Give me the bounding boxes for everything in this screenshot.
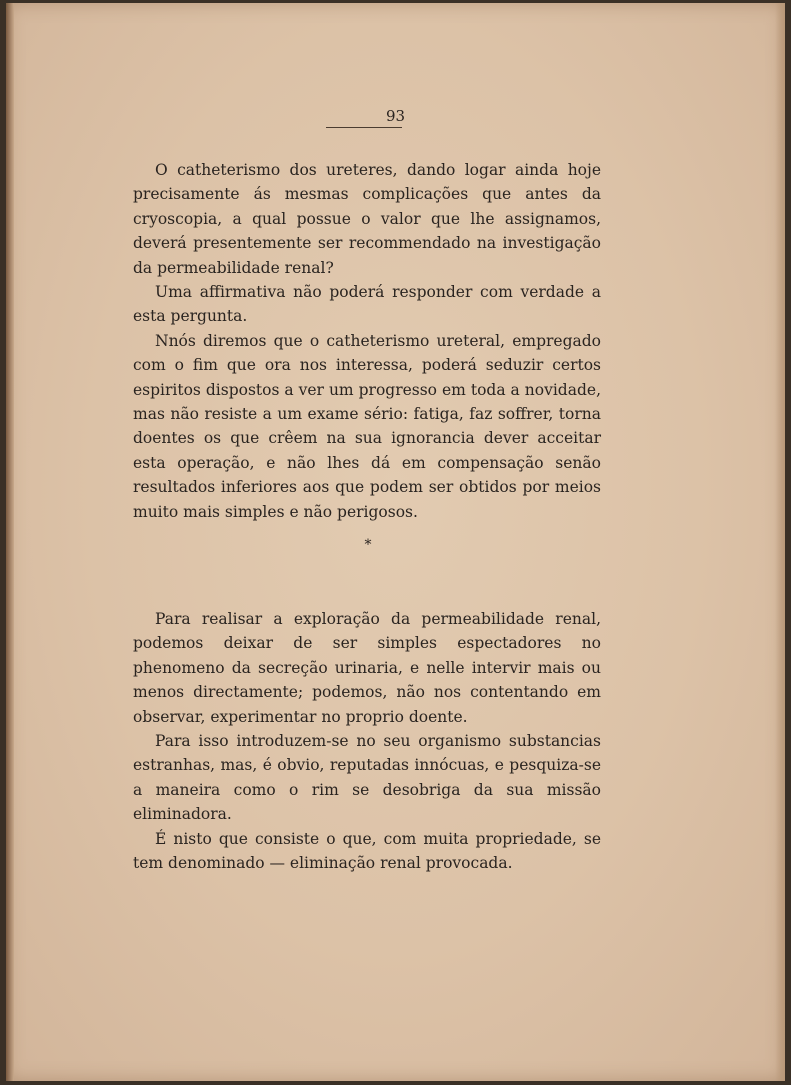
paragraph: É nisto que consiste o que, com muita propriedade, se tem denominado — eliminação renal provocada. [133, 829, 601, 873]
paragraph: Para isso introduzem-se no seu organismo substancias estranhas, mas, é obvio, reputadas innócuas, e pesquiza-se a maneira como o rim se desobriga da sua missão eliminadora. [133, 732, 601, 824]
book-page [6, 3, 785, 1081]
page-number: 93 [385, 107, 406, 125]
page-number-rule [326, 127, 402, 128]
paragraph: Uma affirmativa não poderá responder com verdade a esta pergunta. [133, 283, 601, 326]
paragraph: O catheterismo dos ureteres, dando logar ainda hoje precisamente ás mesmas complicações que antes da cryoscopia, a qual possue o valor que lhe assignamos, deverá presentemente ser recommendado na investigação da permeabilidade renal? [133, 161, 601, 277]
section-separator: * [364, 537, 372, 553]
paragraph: Para realisar a exploração da permeabilidade renal, podemos deixar de ser simples espectadores no phenomeno da secreção urinaria, e nelle intervir mais ou menos directamente; podemos, não nos contentando em observar, experimentar no proprio doente. [133, 610, 601, 726]
page-edge-shadow [775, 3, 785, 1081]
paragraph: Nnós diremos que o catheterismo ureteral, empregado com o fim que ora nos interessa, poderá seduzir certos espiritos dispostos a ver um progresso em toda a novidade, mas não resiste a um exame sério: fatiga, faz soffrer, torna doentes os que crêem na sua ignorancia dever acceitar esta operação, e não lhes dá em compensação senão resultados inferiores aos que podem ser obtidos por meios muito mais simples e não perigosos. [133, 331, 601, 521]
section-1-text [133, 158, 601, 524]
section-2-text [133, 607, 601, 875]
